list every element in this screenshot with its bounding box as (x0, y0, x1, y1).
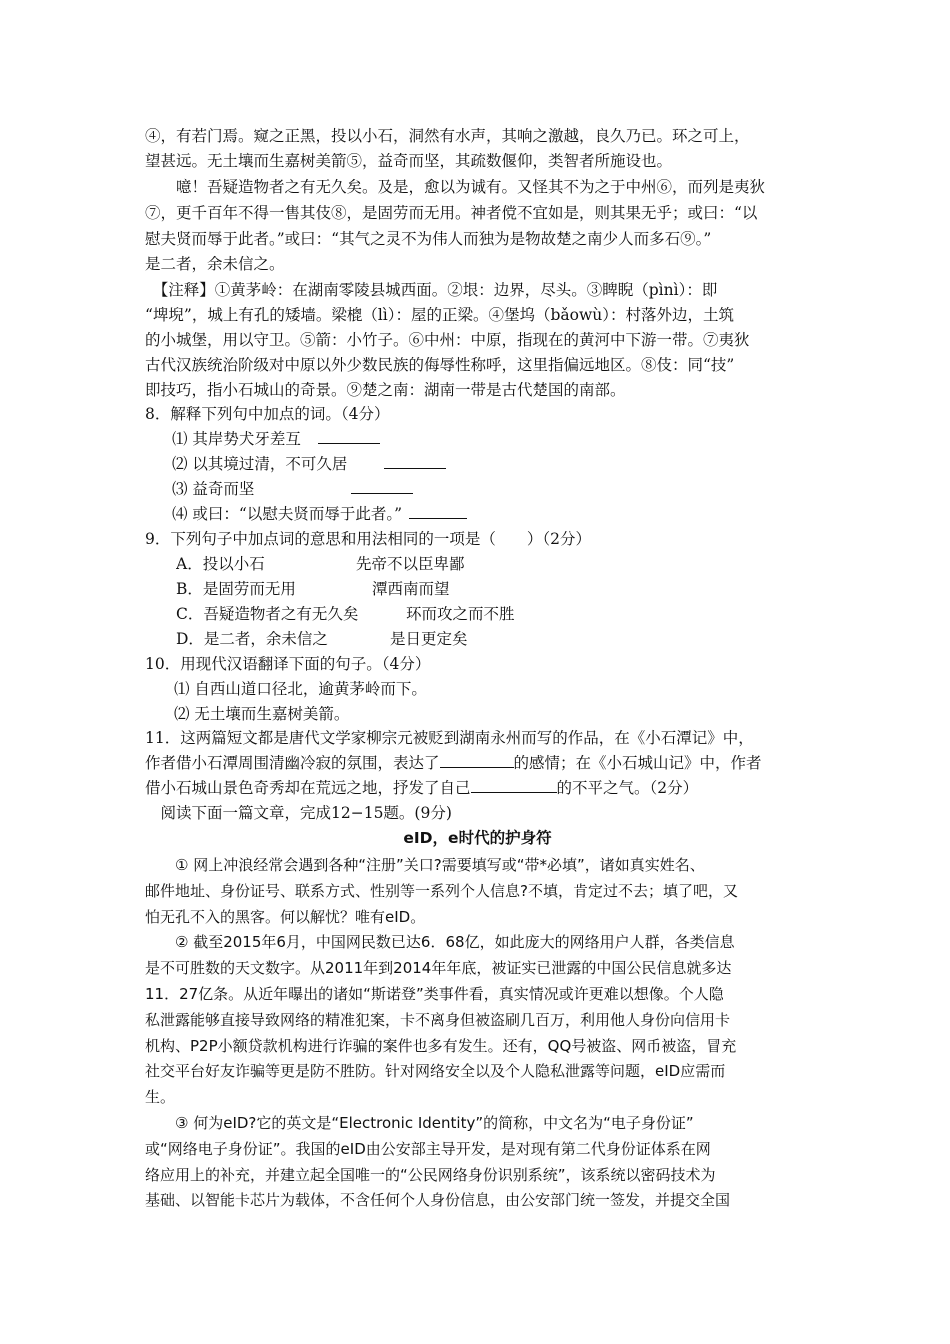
article-line: ② 截至2015年6月，中国网民数已达6．68亿，如此庞大的网络用户人群，各类信息 (145, 933, 735, 951)
question-11-line-1: 11．这两篇短文都是唐代文学家柳宗元被贬到湖南永州而写的作品，在《小石潭记》中， (145, 729, 754, 747)
question-8-stem: 8．解释下列句中加点的词。（4分） (145, 405, 390, 423)
answer-blank[interactable] (384, 454, 446, 469)
question-10-item-1: ⑴ 自西山道口径北，逾黄茅岭而下。 (174, 680, 427, 698)
article-line: 社交平台好友诈骗等更是防不胜防。针对网络安全以及个人隐私泄露等问题，eID应需而 (145, 1062, 726, 1080)
note-line: 即技巧，指小石城山的奇景。⑨楚之南：湖南一带是古代楚国的南部。 (145, 381, 626, 399)
question-10-item-2: ⑵ 无土壤而生嘉树美箭。 (174, 705, 350, 723)
question-8-item-4: ⑷ 或曰：“以慰夫贤而辱于此者。” (172, 504, 792, 524)
note-line: 古代汉族统治阶级对中原以外少数民族的侮辱性称呼，这里指偏远地区。⑧伎：同“技” (145, 356, 735, 374)
article-line: 怕无孔不入的黑客。何以解忧？唯有eID。 (145, 908, 426, 926)
question-11-line-3: 借小石城山景色奇秀却在荒远之地，抒发了自己 的不平之气。（2分） (145, 779, 699, 797)
article-line: ① 网上冲浪经常会遇到各种“注册”关口?需要填写或“带*必填”，诸如真实姓名、 (145, 856, 705, 874)
passage-line: ⑦，更千百年不得一售其伎⑧，是固劳而无用。神者傥不宜如是，则其果无乎；或曰：“以 (145, 204, 758, 222)
question-9-option-b[interactable]: B．是固劳而无用 潭西南而望 (176, 580, 450, 598)
answer-blank[interactable] (318, 429, 380, 444)
article-line: 生。 (145, 1088, 176, 1106)
note-line: 的小城堡，用以守卫。⑤箭：小竹子。⑥中州：中原，指现在的黄河中下游一带。⑦夷狄 (145, 331, 750, 349)
passage-line: 望甚远。无土壤而生嘉树美箭⑤，益奇而坚，其疏数偃仰，类智者所施设也。 (145, 152, 673, 170)
article-line: 基础、以智能卡芯片为载体，不含任何个人身份信息，由公安部门统一签发，并提交全国 (145, 1191, 731, 1209)
question-9-option-c[interactable]: C．吾疑造物者之有无久矣 环而攻之而不胜 (176, 605, 515, 623)
question-9-option-d[interactable]: D．是二者，余未信之 是日更定矣 (176, 630, 468, 648)
article-line: ③ 何为eID?它的英文是“Electronic Identity”的简称，中文名为“电子身份证” (145, 1114, 694, 1132)
question-8-item-2: ⑵ 以其境过清，不可久居 (172, 454, 792, 474)
question-10-stem: 10．用现代汉语翻译下面的句子。（4分） (145, 655, 431, 673)
question-8-item-1: ⑴ 其岸势犬牙差互 (172, 429, 792, 449)
note-line: 【注释】①黄茅岭：在湖南零陵县城西面。②垠：边界，尽头。③睥睨（pìnì）：即 (145, 281, 718, 299)
passage-line: ④，有若门焉。窥之正黑，投以小石，洞然有水声，其响之激越，良久乃已。环之可上， (145, 127, 750, 145)
note-line: “埤堄”，城上有孔的矮墙。梁㮰（lì）：屋的正梁。④堡坞（bǎowù）：村落外边，土筑 (145, 306, 735, 324)
question-9-option-a[interactable]: A．投以小石 先帝不以臣卑鄙 (176, 555, 465, 573)
question-9-stem: 9．下列句子中加点词的意思和用法相同的一项是（ ）（2分） (145, 530, 591, 548)
answer-blank[interactable] (471, 778, 557, 793)
passage-line: 噫！吾疑造物者之有无久矣。及是，愈以为诚有。又怪其不为之于中州⑥，而列是夷狄 (145, 178, 766, 196)
answer-blank[interactable] (351, 479, 413, 494)
article-line: 或“网络电子身份证”。我国的eID由公安部主导开发，是对现有第二代身份证体系在网 (145, 1140, 711, 1158)
question-8-item-3: ⑶ 益奇而坚 (172, 479, 792, 499)
passage-line: 是二者，余未信之。 (145, 255, 285, 273)
article-line: 11．27亿条。从近年曝出的诸如“斯诺登”类事件看，真实情况或许更难以想像。个人隐 (145, 985, 724, 1003)
article-line: 是不可胜数的天文数字。从2011年到2014年年底，被证实已泄露的中国公民信息就多达 (145, 959, 732, 977)
article-line: 络应用上的补充，并建立起全国唯一的“公民网络身份识别系统”，该系统以密码技术为 (145, 1166, 716, 1184)
question-11-line-2: 作者借小石潭周围清幽冷寂的氛围，表达了 的感情；在《小石城山记》中，作者 (145, 754, 762, 772)
answer-blank[interactable] (409, 504, 467, 519)
article-title: eID，e时代的护身符 (403, 829, 552, 847)
answer-blank[interactable] (440, 753, 514, 768)
article-line: 邮件地址、身份证号、联系方式、性别等一系列个人信息?不填，肯定过不去；填了吧，又 (145, 882, 738, 900)
article-line: 私泄露能够直接导致网络的精准犯案，卡不离身但被盗刷几百万，利用他人身份向信用卡 (145, 1011, 731, 1029)
article-line: 机构、P2P小额贷款机构进行诈骗的案件也多有发生。还有，QQ号被盗、网币被盗，冒充 (145, 1037, 737, 1055)
reading-intro: 阅读下面一篇文章，完成12−15题。(9分) (145, 804, 452, 822)
passage-line: 慰夫贤而辱于此者。”或曰：“其气之灵不为伟人而独为是物故楚之南少人而多石⑨。” (145, 230, 712, 248)
